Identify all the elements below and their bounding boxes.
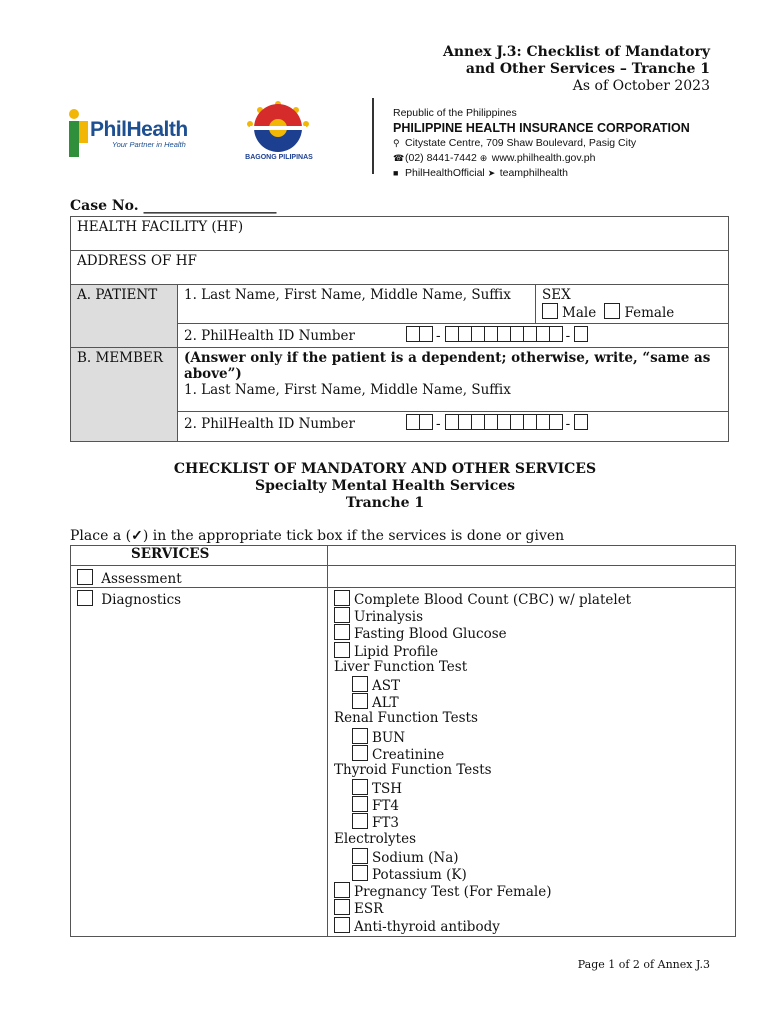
patient-label: A. PATIENT <box>71 285 178 348</box>
phone-icon: ☎ <box>393 153 405 163</box>
female-label: Female <box>624 305 675 321</box>
diagnostic-label: Creatinine <box>372 746 445 763</box>
services-header-right <box>328 546 736 566</box>
diagnostic-item[interactable] <box>334 882 729 899</box>
member-id-boxes[interactable]: - - <box>406 416 587 432</box>
diagnostic-label: Urinalysis <box>354 609 424 626</box>
header-divider <box>372 98 374 174</box>
diagnostic-label: TSH <box>372 781 403 798</box>
health-facility-field[interactable]: HEALTH FACILITY (HF) <box>71 217 729 251</box>
diagnostic-checkbox[interactable] <box>352 796 368 812</box>
diagnostic-checkbox[interactable] <box>334 882 350 898</box>
address-text: Citystate Centre, 709 Shaw Boulevard, Pasig City <box>405 137 637 149</box>
instruction-text <box>70 528 564 544</box>
diagnostic-item[interactable] <box>334 728 729 745</box>
diagnostic-label: FT3 <box>372 815 399 832</box>
diagnostic-item <box>334 831 729 848</box>
patient-info-table <box>70 216 729 442</box>
male-checkbox[interactable] <box>542 303 558 319</box>
annex-line2: and Other Services – Tranche 1 <box>465 61 710 77</box>
diagnostic-checkbox[interactable] <box>352 728 368 744</box>
sex-options <box>542 303 722 321</box>
female-checkbox[interactable] <box>604 303 620 319</box>
diagnostic-checkbox[interactable] <box>334 624 350 640</box>
case-number[interactable]: Case No. ___________________ <box>70 198 277 214</box>
heading-line3: Tranche 1 <box>345 495 425 511</box>
diagnostic-label: ESR <box>354 901 384 918</box>
corporation-name: PHILIPPINE HEALTH INSURANCE CORPORATION <box>393 121 690 135</box>
patient-id-boxes[interactable]: - - <box>406 328 587 344</box>
diagnostic-checkbox[interactable] <box>352 676 368 692</box>
diagnostic-checkbox[interactable] <box>352 813 368 829</box>
corporation-info <box>393 106 690 181</box>
bagong-pilipinas-text: BAGONG PILIPINAS <box>245 154 313 161</box>
diagnostic-label: ALT <box>372 695 399 712</box>
diagnostic-item[interactable] <box>334 676 729 693</box>
diagnostic-item[interactable] <box>334 590 729 607</box>
twitter-text: teamphilhealth <box>499 167 568 179</box>
diagnostic-checkbox[interactable] <box>352 865 368 881</box>
diagnostic-label: FT4 <box>372 798 399 815</box>
assessment-right <box>328 566 736 588</box>
diagnostic-item[interactable] <box>334 624 729 641</box>
assessment-cell <box>71 566 328 588</box>
sex-field <box>536 285 729 324</box>
diagnostics-label: Diagnostics <box>101 592 182 608</box>
member-id-label: 2. PhilHealth ID Number <box>184 416 355 432</box>
assessment-checkbox[interactable] <box>77 569 93 585</box>
patient-id-label: 2. PhilHealth ID Number <box>184 328 355 344</box>
website-text: www.philhealth.gov.ph <box>491 152 596 164</box>
member-note: (Answer only if the patient is a dependent; otherwise, write, “same as above”) <box>184 350 711 382</box>
diagnostic-checkbox[interactable] <box>352 745 368 761</box>
philhealth-tagline: Your Partner in Health <box>112 140 186 149</box>
location-pin-icon: ⚲ <box>393 138 400 148</box>
services-table <box>70 545 736 937</box>
diagnostic-label: Pregnancy Test (For Female) <box>354 884 552 901</box>
diagnostic-checkbox[interactable] <box>352 779 368 795</box>
address-line <box>393 136 690 151</box>
heading-line1: CHECKLIST OF MANDATORY AND OTHER SERVICES <box>173 461 597 477</box>
member-id-row <box>178 412 729 442</box>
diagnostic-checkbox[interactable] <box>334 590 350 606</box>
checklist-heading <box>70 461 700 512</box>
diagnostic-item <box>334 762 729 779</box>
instruction-pre: Place a ( <box>70 528 132 544</box>
diagnostic-label: Anti-thyroid antibody <box>354 918 500 935</box>
diagnostic-label: Complete Blood Count (CBC) w/ platelet <box>354 592 632 608</box>
diagnostics-checkbox[interactable] <box>77 590 93 606</box>
diagnostic-item[interactable] <box>334 899 729 916</box>
diagnostic-checkbox[interactable] <box>352 848 368 864</box>
diagnostic-checkbox[interactable] <box>334 917 350 933</box>
diagnostic-label: Lipid Profile <box>354 643 439 660</box>
annex-as-of: As of October 2023 <box>572 78 710 94</box>
diagnostic-label: Renal Function Tests <box>334 710 478 727</box>
globe-icon: ⊕ <box>479 153 488 163</box>
male-label: Male <box>562 305 597 321</box>
diagnostic-item[interactable] <box>334 745 729 762</box>
instruction-post: ) in the appropriate tick box if the services is done or given <box>142 528 565 544</box>
phone-text: (02) 8441-7442 <box>405 152 477 164</box>
diagnostic-label: Sodium (Na) <box>372 849 459 866</box>
member-name-label: 1. Last Name, First Name, Middle Name, Suffix <box>184 382 511 398</box>
diagnostic-checkbox[interactable] <box>334 642 350 658</box>
services-header: SERVICES <box>71 546 328 566</box>
diagnostic-item[interactable] <box>334 813 729 830</box>
diagnostic-item[interactable] <box>334 642 729 659</box>
check-mark-icon: ✓ <box>131 528 143 544</box>
diagnostic-item <box>334 710 729 727</box>
address-hf-field[interactable]: ADDRESS OF HF <box>71 251 729 285</box>
diagnostic-checkbox[interactable] <box>352 693 368 709</box>
diagnostic-label: Thyroid Function Tests <box>334 761 492 778</box>
heading-line2: Specialty Mental Health Services <box>254 478 516 494</box>
annex-title <box>443 44 710 95</box>
republic-text: Republic of the Philippines <box>393 107 517 119</box>
patient-id-row <box>178 324 729 348</box>
diagnostic-label: Fasting Blood Glucose <box>354 626 507 643</box>
diagnostic-checkbox[interactable] <box>334 607 350 623</box>
philhealth-wordmark: PhilHealth <box>90 118 188 141</box>
diagnostic-label: AST <box>372 677 401 694</box>
social-line <box>393 166 690 181</box>
sex-label: SEX <box>542 287 571 303</box>
diagnostics-list <box>328 588 736 937</box>
diagnostic-label: Electrolytes <box>334 830 417 847</box>
assessment-label: Assessment <box>101 571 182 587</box>
diagnostic-label: BUN <box>372 729 406 746</box>
facebook-icon: ■ <box>393 168 399 178</box>
facebook-text: PhilHealthOfficial <box>405 167 485 179</box>
twitter-icon: ➤ <box>487 168 496 178</box>
patient-name-field[interactable]: 1. Last Name, First Name, Middle Name, Suffix <box>178 285 536 324</box>
diagnostic-item[interactable] <box>334 693 729 710</box>
diagnostic-label: Potassium (K) <box>372 867 467 883</box>
member-label: B. MEMBER <box>71 348 178 442</box>
member-name-cell[interactable] <box>178 348 729 412</box>
contact-line <box>393 151 690 166</box>
page-number: Page 1 of 2 of Annex J.3 <box>577 958 710 971</box>
annex-line1: Annex J.3: Checklist of Mandatory <box>442 44 710 60</box>
diagnostic-item[interactable] <box>334 865 729 882</box>
diagnostic-item[interactable] <box>334 607 729 624</box>
diagnostic-label: Liver Function Test <box>334 658 468 675</box>
diagnostic-item[interactable] <box>334 917 729 934</box>
diagnostics-cell <box>71 588 328 937</box>
diagnostic-item[interactable] <box>334 848 729 865</box>
diagnostic-item[interactable] <box>334 796 729 813</box>
diagnostic-item[interactable] <box>334 779 729 796</box>
diagnostic-checkbox[interactable] <box>334 899 350 915</box>
diagnostic-item <box>334 659 729 676</box>
